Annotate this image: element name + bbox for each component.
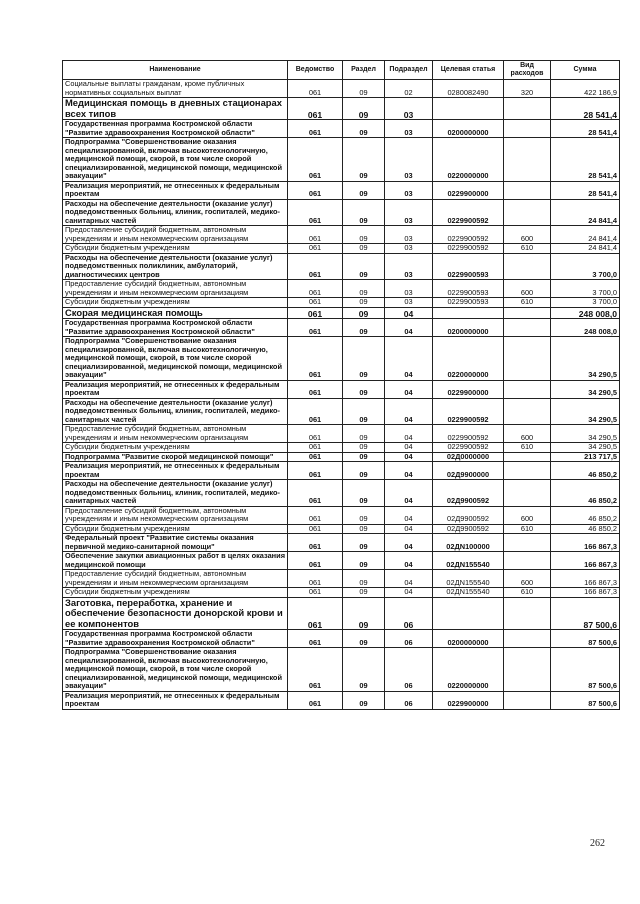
table-row (63, 337, 620, 381)
cell-sec: 09 (343, 181, 385, 199)
cell-name: Реализация мероприятий, не отнесенных к федеральным проектам (63, 691, 288, 709)
table-row (63, 120, 620, 138)
cell-target (433, 307, 504, 319)
cell-type (504, 630, 551, 648)
cell-target: 02Д0000000 (433, 452, 504, 462)
cell-target: 02Д9900592 (433, 480, 504, 507)
cell-dept: 061 (288, 588, 343, 598)
cell-dept: 061 (288, 226, 343, 244)
cell-target: 0229900593 (433, 253, 504, 280)
cell-sub: 03 (385, 253, 433, 280)
cell-sum: 34 290,5 (551, 425, 620, 443)
cell-sec: 09 (343, 298, 385, 308)
table-row (63, 462, 620, 480)
cell-sum: 422 186,9 (551, 80, 620, 98)
cell-type (504, 534, 551, 552)
cell-type: 610 (504, 244, 551, 254)
cell-sub: 06 (385, 691, 433, 709)
cell-type: 600 (504, 425, 551, 443)
cell-target: 0229900592 (433, 398, 504, 425)
cell-sum: 248 008,0 (551, 307, 620, 319)
header-section: Раздел (343, 61, 385, 80)
cell-sum: 46 850,2 (551, 462, 620, 480)
cell-sub: 04 (385, 380, 433, 398)
cell-target: 02ДN155540 (433, 552, 504, 570)
cell-dept: 061 (288, 480, 343, 507)
cell-sec: 09 (343, 691, 385, 709)
cell-sub: 04 (385, 480, 433, 507)
cell-sub: 04 (385, 452, 433, 462)
cell-sec: 09 (343, 588, 385, 598)
cell-dept: 061 (288, 691, 343, 709)
cell-dept: 061 (288, 570, 343, 588)
cell-sub: 03 (385, 98, 433, 120)
cell-target: 0229900592 (433, 199, 504, 226)
table-row (63, 244, 620, 254)
cell-sec: 09 (343, 226, 385, 244)
table-row (63, 80, 620, 98)
cell-sub: 04 (385, 307, 433, 319)
cell-target: 0229900593 (433, 280, 504, 298)
cell-sum: 3 700,0 (551, 298, 620, 308)
table-row (63, 443, 620, 453)
cell-name: Расходы на обеспечение деятельности (оказание услуг) подведомственных поликлиник, амбулаторий, диагностических центров (63, 253, 288, 280)
cell-dept: 061 (288, 452, 343, 462)
cell-type (504, 253, 551, 280)
cell-name: Подпрограмма "Совершенствование оказания специализированной, включая высокотехнологичную, медицинской помощи, скорой, в том числе скорой специализированной, медицинской помощи, медицинской эвакуации" (63, 138, 288, 182)
cell-name: Предоставление субсидий бюджетным, автономным учреждениям и иным некоммерческим организациям (63, 226, 288, 244)
cell-sum: 87 500,6 (551, 648, 620, 692)
cell-type (504, 380, 551, 398)
cell-name: Субсидии бюджетным учреждениям (63, 298, 288, 308)
table-row (63, 570, 620, 588)
table-body (63, 80, 620, 710)
cell-name: Субсидии бюджетным учреждениям (63, 443, 288, 453)
cell-target: 02Д9900592 (433, 506, 504, 524)
cell-type (504, 181, 551, 199)
cell-type (504, 138, 551, 182)
header-exptype: Вид расходов (504, 61, 551, 80)
cell-type: 610 (504, 443, 551, 453)
budget-table (62, 60, 620, 710)
table-row (63, 98, 620, 120)
cell-dept: 061 (288, 244, 343, 254)
cell-dept: 061 (288, 506, 343, 524)
cell-dept: 061 (288, 138, 343, 182)
cell-sum: 24 841,4 (551, 244, 620, 254)
cell-target: 0229900592 (433, 443, 504, 453)
cell-sec: 09 (343, 506, 385, 524)
cell-sum: 213 717,5 (551, 452, 620, 462)
cell-target: 0220000000 (433, 138, 504, 182)
cell-dept: 061 (288, 380, 343, 398)
table-row (63, 138, 620, 182)
cell-type: 610 (504, 588, 551, 598)
cell-sub: 04 (385, 506, 433, 524)
cell-sub: 03 (385, 280, 433, 298)
cell-sum: 166 867,3 (551, 588, 620, 598)
cell-sub: 03 (385, 181, 433, 199)
cell-dept: 061 (288, 534, 343, 552)
cell-type (504, 480, 551, 507)
cell-type (504, 552, 551, 570)
cell-sub: 04 (385, 588, 433, 598)
cell-sec: 09 (343, 570, 385, 588)
cell-sum: 87 500,6 (551, 691, 620, 709)
cell-dept: 061 (288, 307, 343, 319)
cell-sub: 04 (385, 337, 433, 381)
cell-sum: 3 700,0 (551, 253, 620, 280)
table-row (63, 630, 620, 648)
cell-type (504, 648, 551, 692)
cell-sec: 09 (343, 337, 385, 381)
cell-sub: 04 (385, 524, 433, 534)
cell-sum: 24 841,4 (551, 226, 620, 244)
cell-target: 0229900592 (433, 244, 504, 254)
table-row (63, 398, 620, 425)
cell-target: 0229900000 (433, 181, 504, 199)
cell-sum: 34 290,5 (551, 443, 620, 453)
cell-target: 0229900000 (433, 380, 504, 398)
cell-sum: 46 850,2 (551, 524, 620, 534)
cell-type: 610 (504, 524, 551, 534)
header-name: Наименование (63, 61, 288, 80)
cell-name: Подпрограмма "Совершенствование оказания специализированной, включая высокотехнологичную, медицинской помощи, скорой, в том числе скорой специализированной, медицинской помощи, медицинской эвакуации" (63, 337, 288, 381)
cell-sec: 09 (343, 307, 385, 319)
cell-type (504, 452, 551, 462)
header-sum: Сумма (551, 61, 620, 80)
cell-sum: 34 290,5 (551, 380, 620, 398)
cell-sec: 09 (343, 524, 385, 534)
cell-sub: 04 (385, 319, 433, 337)
cell-sub: 06 (385, 597, 433, 630)
cell-target: 02ДN155540 (433, 588, 504, 598)
cell-name: Предоставление субсидий бюджетным, автономным учреждениям и иным некоммерческим организациям (63, 280, 288, 298)
cell-sec: 09 (343, 443, 385, 453)
cell-name: Федеральный проект "Развитие системы оказания первичной медико-санитарной помощи" (63, 534, 288, 552)
cell-dept: 061 (288, 181, 343, 199)
cell-type: 610 (504, 298, 551, 308)
cell-name: Государственная программа Костромской области "Развитие здравоохранения Костромской области" (63, 120, 288, 138)
header-dept: Ведомство (288, 61, 343, 80)
cell-sec: 09 (343, 480, 385, 507)
cell-dept: 061 (288, 337, 343, 381)
cell-target: 0200000000 (433, 319, 504, 337)
cell-sum: 166 867,3 (551, 534, 620, 552)
cell-name: Реализация мероприятий, не отнесенных к федеральным проектам (63, 181, 288, 199)
cell-sum: 87 500,6 (551, 597, 620, 630)
cell-name: Расходы на обеспечение деятельности (оказание услуг) подведомственных больниц, клиник, госпиталей, медико-санитарных частей (63, 199, 288, 226)
cell-sum: 3 700,0 (551, 280, 620, 298)
cell-dept: 061 (288, 120, 343, 138)
cell-sub: 04 (385, 552, 433, 570)
cell-sum: 87 500,6 (551, 630, 620, 648)
cell-sec: 09 (343, 425, 385, 443)
table-row (63, 506, 620, 524)
cell-sum: 166 867,3 (551, 570, 620, 588)
cell-type: 600 (504, 570, 551, 588)
cell-sub: 03 (385, 138, 433, 182)
table-row (63, 280, 620, 298)
cell-sub: 04 (385, 570, 433, 588)
table-row (63, 480, 620, 507)
cell-sub: 04 (385, 425, 433, 443)
cell-name: Государственная программа Костромской области "Развитие здравоохранения Костромской области" (63, 630, 288, 648)
cell-sub: 06 (385, 648, 433, 692)
cell-target: 0200000000 (433, 120, 504, 138)
header-subsection: Подраздел (385, 61, 433, 80)
cell-sec: 09 (343, 462, 385, 480)
cell-sum: 46 850,2 (551, 480, 620, 507)
table-row (63, 648, 620, 692)
cell-sec: 09 (343, 280, 385, 298)
cell-name: Предоставление субсидий бюджетным, автономным учреждениям и иным некоммерческим организациям (63, 506, 288, 524)
table-row (63, 534, 620, 552)
cell-name: Подпрограмма "Развитие скорой медицинской помощи" (63, 452, 288, 462)
cell-sum: 28 541,4 (551, 181, 620, 199)
cell-target: 0200000000 (433, 630, 504, 648)
cell-sec: 09 (343, 452, 385, 462)
cell-target: 0229900000 (433, 691, 504, 709)
cell-name: Расходы на обеспечение деятельности (оказание услуг) подведомственных больниц, клиник, госпиталей, медико-санитарных частей (63, 480, 288, 507)
cell-sec: 09 (343, 253, 385, 280)
cell-sum: 166 867,3 (551, 552, 620, 570)
cell-sec: 09 (343, 648, 385, 692)
table-row (63, 319, 620, 337)
table-row (63, 452, 620, 462)
cell-dept: 061 (288, 630, 343, 648)
table-row (63, 298, 620, 308)
cell-target: 0220000000 (433, 648, 504, 692)
cell-sum: 46 850,2 (551, 506, 620, 524)
cell-sum: 34 290,5 (551, 398, 620, 425)
cell-target (433, 98, 504, 120)
cell-type: 600 (504, 226, 551, 244)
cell-name: Подпрограмма "Совершенствование оказания специализированной, включая высокотехнологичную, медицинской помощи, скорой, в том числе скорой специализированной, медицинской помощи, медицинской эвакуации" (63, 648, 288, 692)
cell-sec: 09 (343, 630, 385, 648)
cell-sub: 03 (385, 120, 433, 138)
cell-target: 0280082490 (433, 80, 504, 98)
cell-dept: 061 (288, 199, 343, 226)
table-header-row (63, 61, 620, 80)
cell-target: 02Д9900592 (433, 524, 504, 534)
cell-sum: 28 541,4 (551, 138, 620, 182)
cell-dept: 061 (288, 98, 343, 120)
cell-sum: 248 008,0 (551, 319, 620, 337)
cell-sub: 03 (385, 298, 433, 308)
cell-type (504, 199, 551, 226)
cell-sec: 09 (343, 319, 385, 337)
budget-table-sheet (62, 60, 619, 710)
cell-type: 320 (504, 80, 551, 98)
table-row (63, 552, 620, 570)
cell-type (504, 398, 551, 425)
cell-sec: 09 (343, 80, 385, 98)
cell-target: 02ДN155540 (433, 570, 504, 588)
cell-type: 600 (504, 506, 551, 524)
cell-name: Субсидии бюджетным учреждениям (63, 244, 288, 254)
cell-target (433, 597, 504, 630)
cell-type (504, 597, 551, 630)
cell-target: 0229900592 (433, 425, 504, 443)
cell-type (504, 337, 551, 381)
table-row (63, 199, 620, 226)
cell-name: Обеспечение закупки авиационных работ в целях оказания медицинской помощи (63, 552, 288, 570)
cell-name: Скорая медицинская помощь (63, 307, 288, 319)
table-row (63, 691, 620, 709)
cell-target: 0220000000 (433, 337, 504, 381)
cell-target: 0229900593 (433, 298, 504, 308)
cell-sec: 09 (343, 534, 385, 552)
cell-sub: 06 (385, 630, 433, 648)
cell-dept: 061 (288, 648, 343, 692)
cell-sec: 09 (343, 199, 385, 226)
cell-sec: 09 (343, 244, 385, 254)
cell-dept: 061 (288, 597, 343, 630)
cell-sum: 34 290,5 (551, 337, 620, 381)
cell-dept: 061 (288, 253, 343, 280)
cell-sum: 28 541,4 (551, 120, 620, 138)
table-row (63, 307, 620, 319)
cell-name: Медицинская помощь в дневных стационарах всех типов (63, 98, 288, 120)
cell-type (504, 120, 551, 138)
cell-type (504, 462, 551, 480)
cell-dept: 061 (288, 443, 343, 453)
cell-sec: 09 (343, 552, 385, 570)
table-row (63, 181, 620, 199)
cell-sec: 09 (343, 380, 385, 398)
cell-target: 02ДN100000 (433, 534, 504, 552)
cell-dept: 061 (288, 319, 343, 337)
table-row (63, 425, 620, 443)
cell-name: Субсидии бюджетным учреждениям (63, 588, 288, 598)
table-row (63, 597, 620, 630)
cell-sec: 09 (343, 120, 385, 138)
cell-name: Заготовка, переработка, хранение и обеспечение безопасности донорской крови и ее компонентов (63, 597, 288, 630)
cell-dept: 061 (288, 298, 343, 308)
cell-sec: 09 (343, 398, 385, 425)
cell-type (504, 98, 551, 120)
cell-name: Предоставление субсидий бюджетным, автономным учреждениям и иным некоммерческим организациям (63, 570, 288, 588)
cell-sub: 04 (385, 462, 433, 480)
cell-dept: 061 (288, 280, 343, 298)
cell-sub: 03 (385, 199, 433, 226)
cell-sec: 09 (343, 98, 385, 120)
cell-dept: 061 (288, 524, 343, 534)
header-target: Целевая статья (433, 61, 504, 80)
table-row (63, 588, 620, 598)
cell-type: 600 (504, 280, 551, 298)
table-row (63, 524, 620, 534)
cell-dept: 061 (288, 398, 343, 425)
cell-name: Государственная программа Костромской области "Развитие здравоохранения Костромской области" (63, 319, 288, 337)
cell-dept: 061 (288, 80, 343, 98)
cell-sub: 03 (385, 226, 433, 244)
cell-sub: 02 (385, 80, 433, 98)
cell-name: Предоставление субсидий бюджетным, автономным учреждениям и иным некоммерческим организациям (63, 425, 288, 443)
cell-sec: 09 (343, 138, 385, 182)
cell-sum: 28 541,4 (551, 98, 620, 120)
cell-sec: 09 (343, 597, 385, 630)
table-row (63, 226, 620, 244)
cell-dept: 061 (288, 552, 343, 570)
cell-dept: 061 (288, 425, 343, 443)
cell-sub: 04 (385, 443, 433, 453)
table-row (63, 380, 620, 398)
table-row (63, 253, 620, 280)
cell-name: Расходы на обеспечение деятельности (оказание услуг) подведомственных больниц, клиник, госпиталей, медико-санитарных частей (63, 398, 288, 425)
cell-sub: 04 (385, 398, 433, 425)
cell-sub: 04 (385, 534, 433, 552)
cell-type (504, 691, 551, 709)
cell-target: 02Д9900000 (433, 462, 504, 480)
cell-type (504, 307, 551, 319)
page-number: 262 (590, 838, 605, 849)
cell-sub: 03 (385, 244, 433, 254)
cell-sum: 24 841,4 (551, 199, 620, 226)
cell-dept: 061 (288, 462, 343, 480)
cell-name: Реализация мероприятий, не отнесенных к федеральным проектам (63, 462, 288, 480)
cell-name: Субсидии бюджетным учреждениям (63, 524, 288, 534)
cell-target: 0229900592 (433, 226, 504, 244)
cell-name: Реализация мероприятий, не отнесенных к федеральным проектам (63, 380, 288, 398)
cell-type (504, 319, 551, 337)
cell-name: Социальные выплаты гражданам, кроме публичных нормативных социальных выплат (63, 80, 288, 98)
